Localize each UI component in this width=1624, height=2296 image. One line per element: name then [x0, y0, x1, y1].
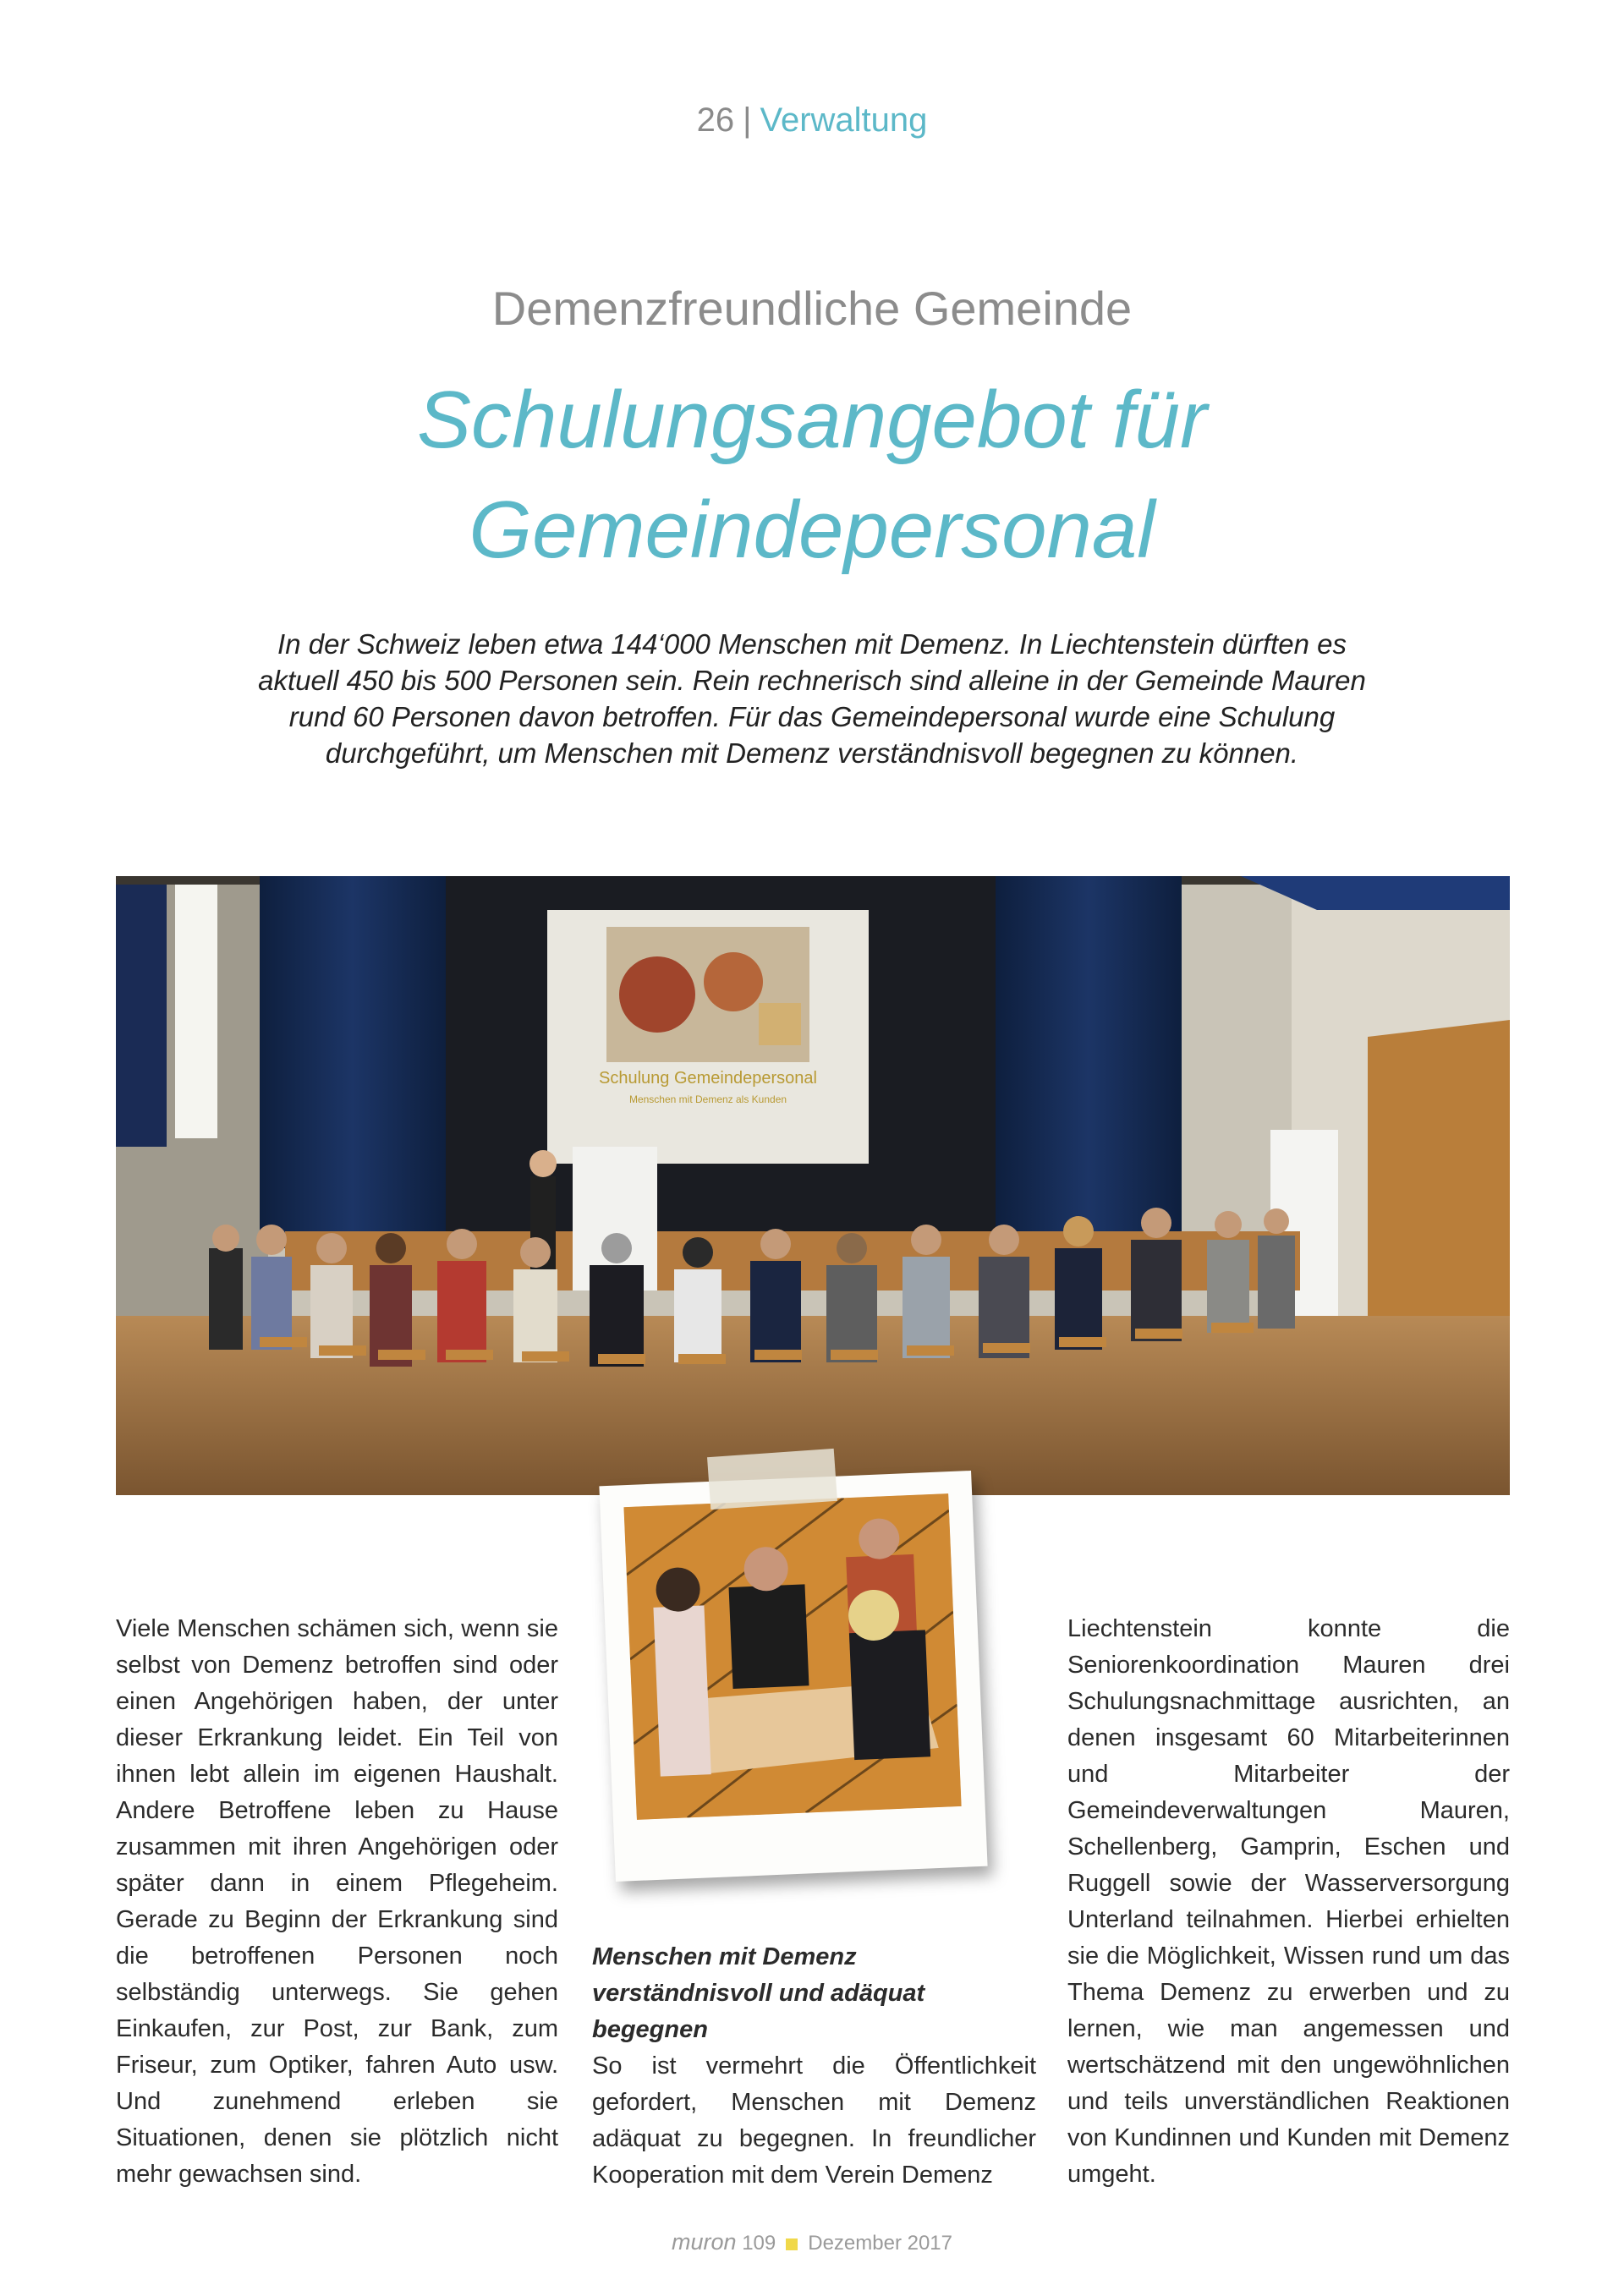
group-photo	[623, 1493, 961, 1820]
issue-date: Dezember 2017	[808, 2232, 952, 2255]
main-photo	[116, 876, 1510, 1495]
photo-tape	[707, 1449, 837, 1510]
body-column-1	[116, 1611, 558, 2193]
subheading: Menschen mit Demenz verständnisvoll und adäquat begegnen	[592, 1943, 925, 2043]
headline-line-1: Schulungsangebot für	[416, 375, 1208, 465]
page-header	[0, 100, 1624, 140]
section-name: Verwaltung	[760, 101, 928, 139]
magazine-name: muron	[671, 2229, 737, 2255]
slide-title: Schulung Gemeindepersonal	[599, 1069, 817, 1088]
headline-line-2: Gemeindepersonal	[469, 485, 1155, 575]
page-footer	[0, 2229, 1624, 2256]
body-column-3	[1067, 1611, 1510, 2193]
page-number: 26	[696, 101, 735, 139]
issue-number: 109	[742, 2232, 776, 2255]
body-column-2	[592, 1939, 1036, 2194]
footer-square-icon	[786, 2238, 798, 2250]
body-paragraph: Liechtenstein konnte die Seniorenkoordination Mauren drei Schulungsnachmittage ausrichten, an denen insgesamt 60 Mitarbeiterinnen und Mitarbeiter der Gemeindeverwaltungen Mauren, Schellenberg, Gamprin, Eschen und Ruggell sowie der Wasserversorgung Unterland teilnahmen. Hierbei erhielten sie die Möglichkeit, Wissen rund um das Thema Demenz zu erwerben und zu lernen, wie man angemessen und wertschätzend mit den ungewöhnlichen und teils unverständlichen Reaktionen von Kundinnen und Kunden mit Demenz umgeht.	[1067, 1615, 1510, 2188]
header-separator: |	[743, 101, 752, 139]
article-lead: In der Schweiz leben etwa 144‘000 Menschen mit Demenz. In Liechtenstein dürften es aktuell 450 bis 500 Personen sein. Rein rechnerisch sind alleine in der Gemeinde Mauren rund 60 Personen davon betroffen. Für das Gemeindepersonal wurde eine Schulung durchgeführt, um Menschen mit Demenz verständnisvoll begegnen zu können.	[258, 628, 1366, 769]
polaroid-photo	[599, 1471, 987, 1882]
training-session-illustration	[116, 876, 1510, 1495]
article-kicker: Demenzfreundliche Gemeinde	[491, 282, 1133, 335]
article-headline	[220, 365, 1404, 585]
body-paragraph: Viele Menschen schämen sich, wenn sie selbst von Demenz betroffen sind oder einen Angehörigen haben, der unter dieser Erkrankung leidet. Ein Teil von ihnen lebt allein im eigenen Haushalt. Andere Betroffene leben zu Hause zusammen mit ihren Angehörigen oder später dann in einem Pflegeheim. Gerade zu Beginn der Erkrankung sind die betroffenen Personen noch selbständig unterwegs. Sie gehen Einkaufen, zur Post, zur Bank, zum Friseur, zum Optiker, fahren Auto usw. Und zunehmend erleben sie Situationen, denen sie plötzlich nicht mehr gewachsen sind.	[116, 1615, 558, 2188]
body-paragraph: So ist vermehrt die Öffentlichkeit gefordert, Menschen mit Demenz adäquat zu begegnen. In freundlicher Kooperation mit dem Verein Demenz	[592, 2052, 1036, 2189]
slide-subtitle: Menschen mit Demenz als Kunden	[628, 1093, 787, 1105]
group-discussion-illustration	[623, 1493, 961, 1820]
